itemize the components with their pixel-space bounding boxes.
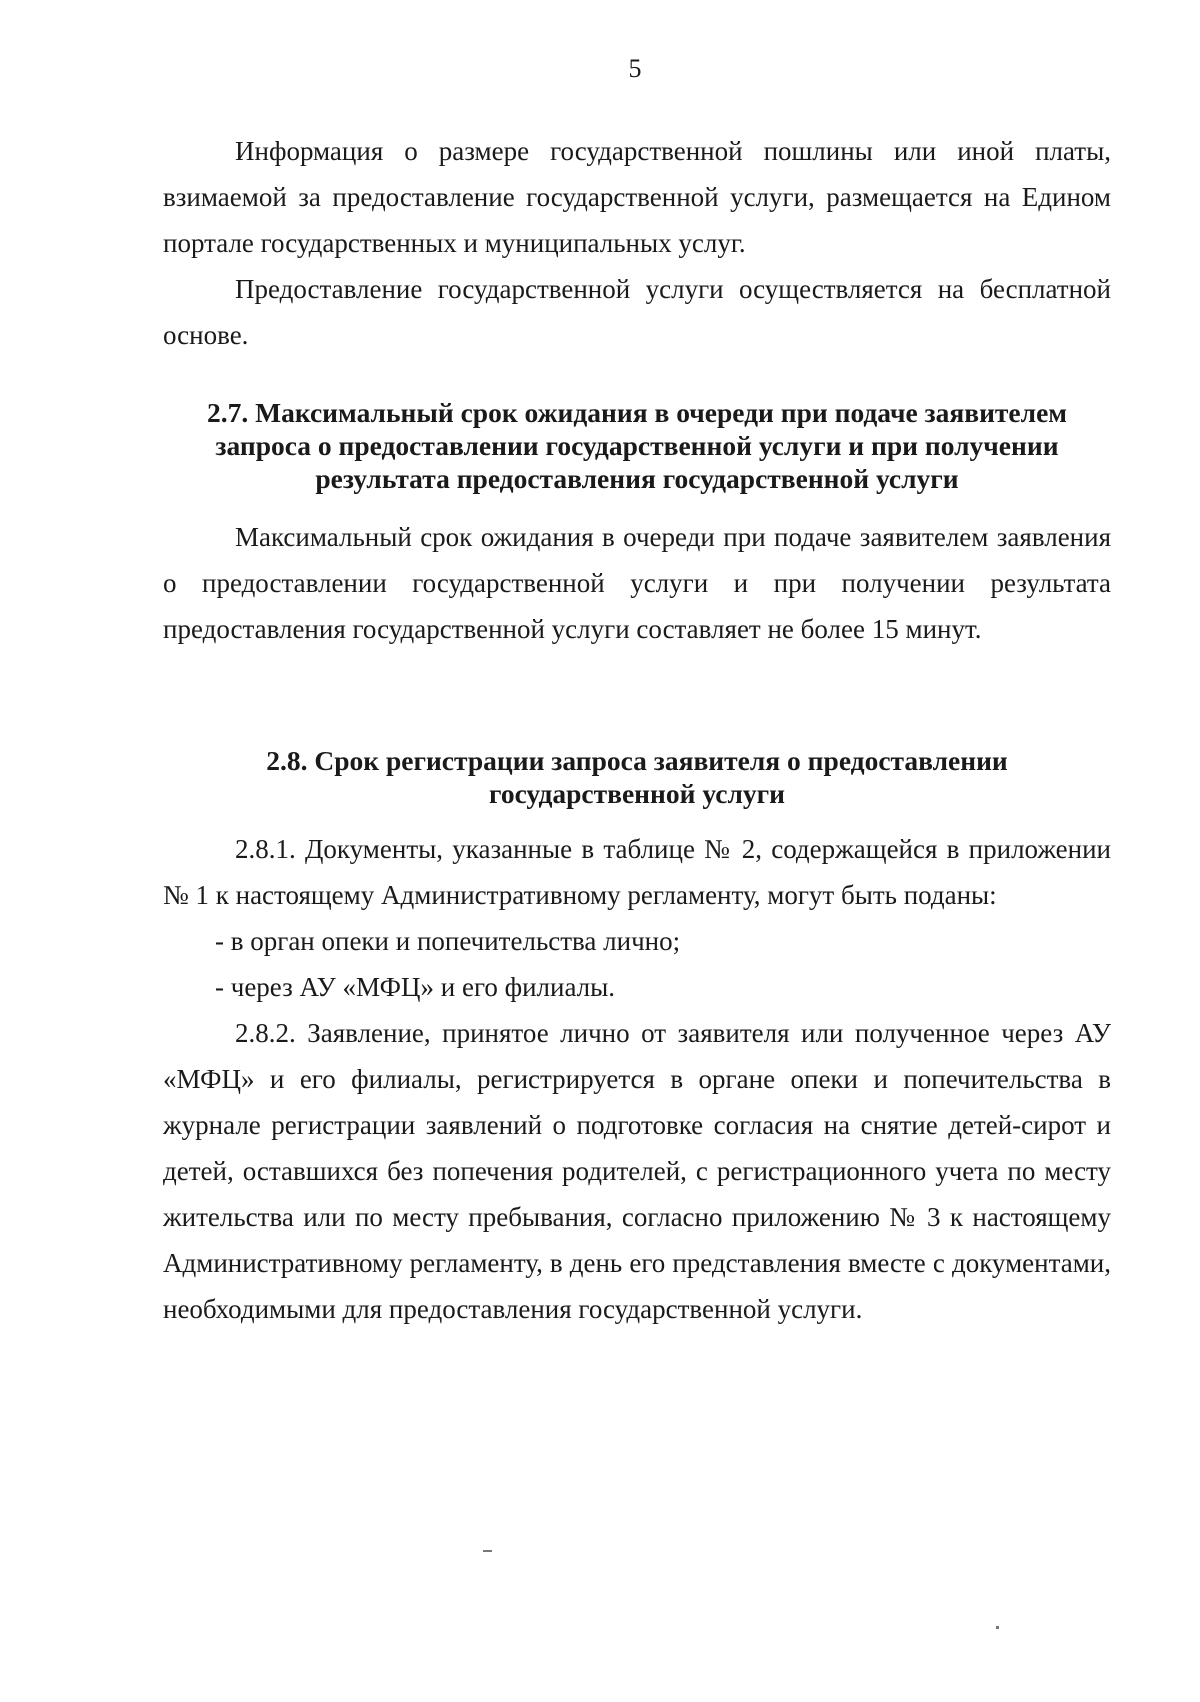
section-2-7-heading: 2.7. Максимальный срок ожидания в очереди при подаче заявителем запроса о предоставлении государственной услуги и при получении результата предоставления государственной услуги (206, 397, 1068, 494)
section-2-7-body (163, 514, 1111, 652)
section-2-8-heading-line1: 2.8. Срок регистрации запроса заявителя о предоставлении (266, 745, 1008, 776)
intro-block (163, 128, 1111, 358)
page-number: 5 (628, 54, 642, 83)
scan-mark (483, 1550, 492, 1552)
list-item-in-person: - в орган опеки и попечительства лично; (215, 926, 681, 956)
intro-paragraph-fee: Информация о размере государственной пошлины или иной платы, взимаемой за предоставление государственной услуги, размещается на Едином портале государственных и муниципальных услуг. (163, 136, 1111, 258)
scan-mark (996, 1626, 999, 1629)
section-2-8-1-paragraph: 2.8.1. Документы, указанные в таблице № 2, содержащейся в приложении № 1 к настоящему Административному регламенту, могут быть поданы: (163, 834, 1111, 910)
section-2-8-2-paragraph: 2.8.2. Заявление, принятое лично от заявителя или полученное через АУ «МФЦ» и его филиалы, регистрируется в органе опеки и попечительства в журнале регистрации заявлений о подготовке согласия на снятие детей-сирот и детей, оставшихся без попечения родителей, с регистрационного учета по месту жительства или по месту пребывания, согласно приложению № 3 к настоящему Административному регламенту, в день его представления вместе с документами, необходимыми для предоставления государственной услуги. (163, 1018, 1111, 1324)
section-2-8-body (163, 826, 1111, 1332)
section-2-8-heading (163, 744, 1111, 810)
intro-paragraph-free: Предоставление государственной услуги осуществляется на бесплатной основе. (163, 274, 1111, 350)
section-2-8-heading-line2: государственной услуги (489, 778, 785, 809)
section-2-7-paragraph: Максимальный срок ожидания в очереди при подаче заявителем заявления о предоставлении государственной услуги и при получении результата предоставления государственной услуги составляет не более 15 минут. (163, 522, 1111, 644)
list-item-mfc: - через АУ «МФЦ» и его филиалы. (215, 972, 616, 1002)
